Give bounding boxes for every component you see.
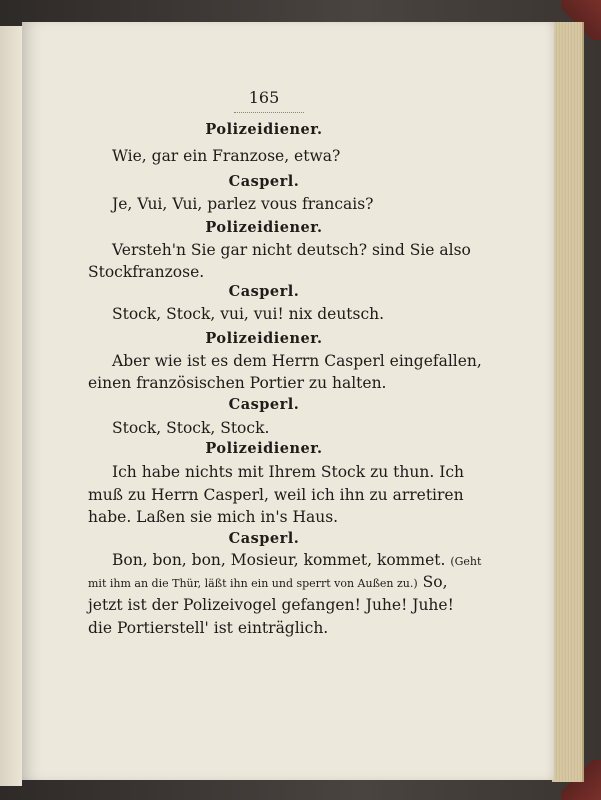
dialogue-text: Bon, bon, bon, Mosieur, kommet, kommet. [112,551,446,569]
dialogue-line: Stock, Stock, vui, vui! nix deutsch. [112,305,385,323]
speaker-name: Casperl. [228,283,300,300]
dialogue-line: Stock, Stock, Stock. [112,419,270,437]
speaker-name: Casperl. [228,396,300,413]
dialogue-text: So, [422,573,448,591]
dialogue-line: die Portierstell' ist einträglich. [88,619,329,637]
dialogue-line: Stockfranzose. [88,263,205,281]
speaker-name: Polizeidiener. [205,219,323,236]
dialogue-line [88,550,482,572]
book-page [22,22,554,780]
page-edges [552,22,584,782]
left-page-edge [0,26,22,786]
dialogue-line: Wie, gar ein Franzose, etwa? [112,147,341,165]
speaker-name: Polizeidiener. [205,440,323,457]
stage-direction: (Geht [450,555,482,568]
dialogue-line: muß zu Herrn Casperl, weil ich ihn zu arretiren [88,486,464,504]
dialogue-line: habe. Laßen sie mich in's Haus. [88,508,339,526]
speaker-name: Polizeidiener. [205,330,323,347]
dialogue-line: Je, Vui, Vui, parlez vous francais? [112,195,374,213]
speaker-name: Casperl. [228,530,300,547]
dialogue-line [88,572,448,594]
stage-direction: mit ihm an die Thür, läßt ihn ein und sperrt von Außen zu.) [88,577,418,590]
speaker-name: Casperl. [228,173,300,190]
page-number-rule [234,112,304,113]
dialogue-line: Aber wie ist es dem Herrn Casperl eingefallen, [112,352,482,370]
page-number: 165 [248,88,280,107]
dialogue-line: jetzt ist der Polizeivogel gefangen! Juhe! Juhe! [88,596,454,614]
dialogue-line: Versteh'n Sie gar nicht deutsch? sind Sie also [112,241,471,259]
dialogue-line: einen französischen Portier zu halten. [88,374,387,392]
speaker-name: Polizeidiener. [205,121,323,138]
dialogue-line: Ich habe nichts mit Ihrem Stock zu thun. Ich [112,463,464,481]
